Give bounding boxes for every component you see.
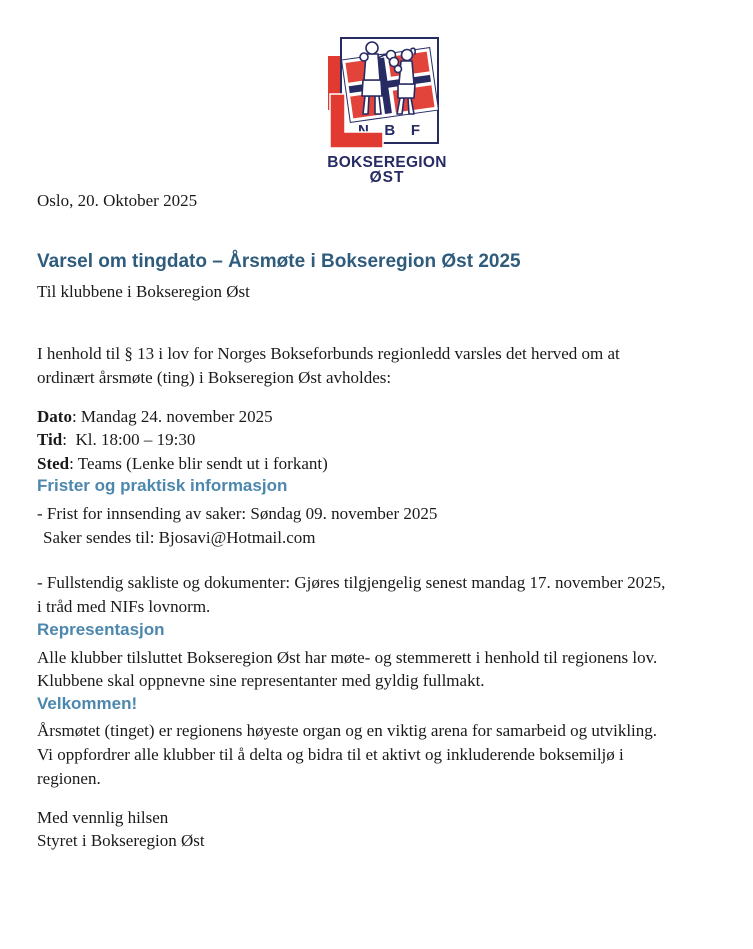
agenda-line: - Fullstendig sakliste og dokumenter: Gjøres tilgjengelig senest mandag 17. november 2025, — [37, 573, 666, 593]
welcome-line: Vi oppfordrer alle klubber til å delta og bidra til et aktivt og inkluderende boksemiljø i — [37, 745, 624, 765]
closing-signature: Styret i Bokseregion Øst — [37, 831, 205, 851]
time-value: : Kl. 18:00 – 19:30 — [62, 430, 196, 450]
meeting-time-line — [37, 428, 737, 452]
welcome-line: Årsmøtet (tinget) er regionens høyeste organ og en viktig arena for samarbeid og utvikling. — [37, 721, 658, 741]
agenda-line: i tråd med NIFs lovnorm. — [37, 596, 211, 616]
section-heading-velkommen: Velkommen! — [37, 694, 138, 714]
dateline: Oslo, 20. Oktober 2025 — [37, 191, 198, 210]
intro-line: ordinært årsmøte (ting) i Bokseregion Øst avholdes: — [37, 367, 392, 387]
welcome-paragraph — [37, 719, 737, 790]
date-value: : Mandag 24. november 2025 — [71, 406, 273, 426]
place-value: : Teams (Lenke blir sendt ut i forkant) — [69, 453, 328, 473]
representation-line: Klubbene skal oppnevne sine representanter med gyldig fullmakt. — [37, 671, 485, 691]
time-label: Tid — [37, 430, 63, 450]
meeting-details — [37, 405, 737, 476]
meeting-date-line — [37, 405, 737, 429]
intro-paragraph — [37, 342, 737, 390]
place-label: Sted — [37, 453, 70, 473]
logo-caption-ost: ØST — [369, 169, 405, 186]
representation-paragraph — [37, 646, 737, 694]
section-heading-frister: Frister og praktisk informasjon — [37, 476, 288, 496]
logo-caption-bokseregion: BOKSEREGION — [327, 154, 447, 171]
deadline-line: - Frist for innsending av saker: Søndag 09. november 2025 — [37, 504, 438, 524]
agenda-paragraph — [37, 571, 737, 619]
closing-salutation: Med vennlig hilsen — [37, 807, 169, 827]
section-heading-representasjon: Representasjon — [37, 619, 165, 639]
welcome-line: regionen. — [37, 768, 101, 788]
date-label: Dato — [37, 406, 72, 426]
letter-page — [0, 30, 753, 949]
page-title: Varsel om tingdato – Årsmøte i Bokseregion Øst 2025 — [37, 251, 521, 272]
intro-line: I henhold til § 13 i lov for Norges Bokseforbunds regionledd varsles det herved om at — [37, 344, 620, 363]
submit-email-line: Saker sendes til: Bjosavi@Hotmail.com — [43, 528, 316, 548]
representation-line: Alle klubber tilsluttet Bokseregion Øst har møte- og stemmerett i henhold til regionens lov. — [37, 647, 658, 667]
closing-block — [37, 806, 737, 853]
nbf-letters-text: N B F — [358, 122, 420, 139]
recipient-line: Til klubbene i Bokseregion Øst — [37, 282, 250, 301]
nbf-logo-emblem-icon — [328, 30, 446, 150]
nbf-logo — [317, 30, 457, 185]
meeting-place-line — [37, 452, 737, 476]
